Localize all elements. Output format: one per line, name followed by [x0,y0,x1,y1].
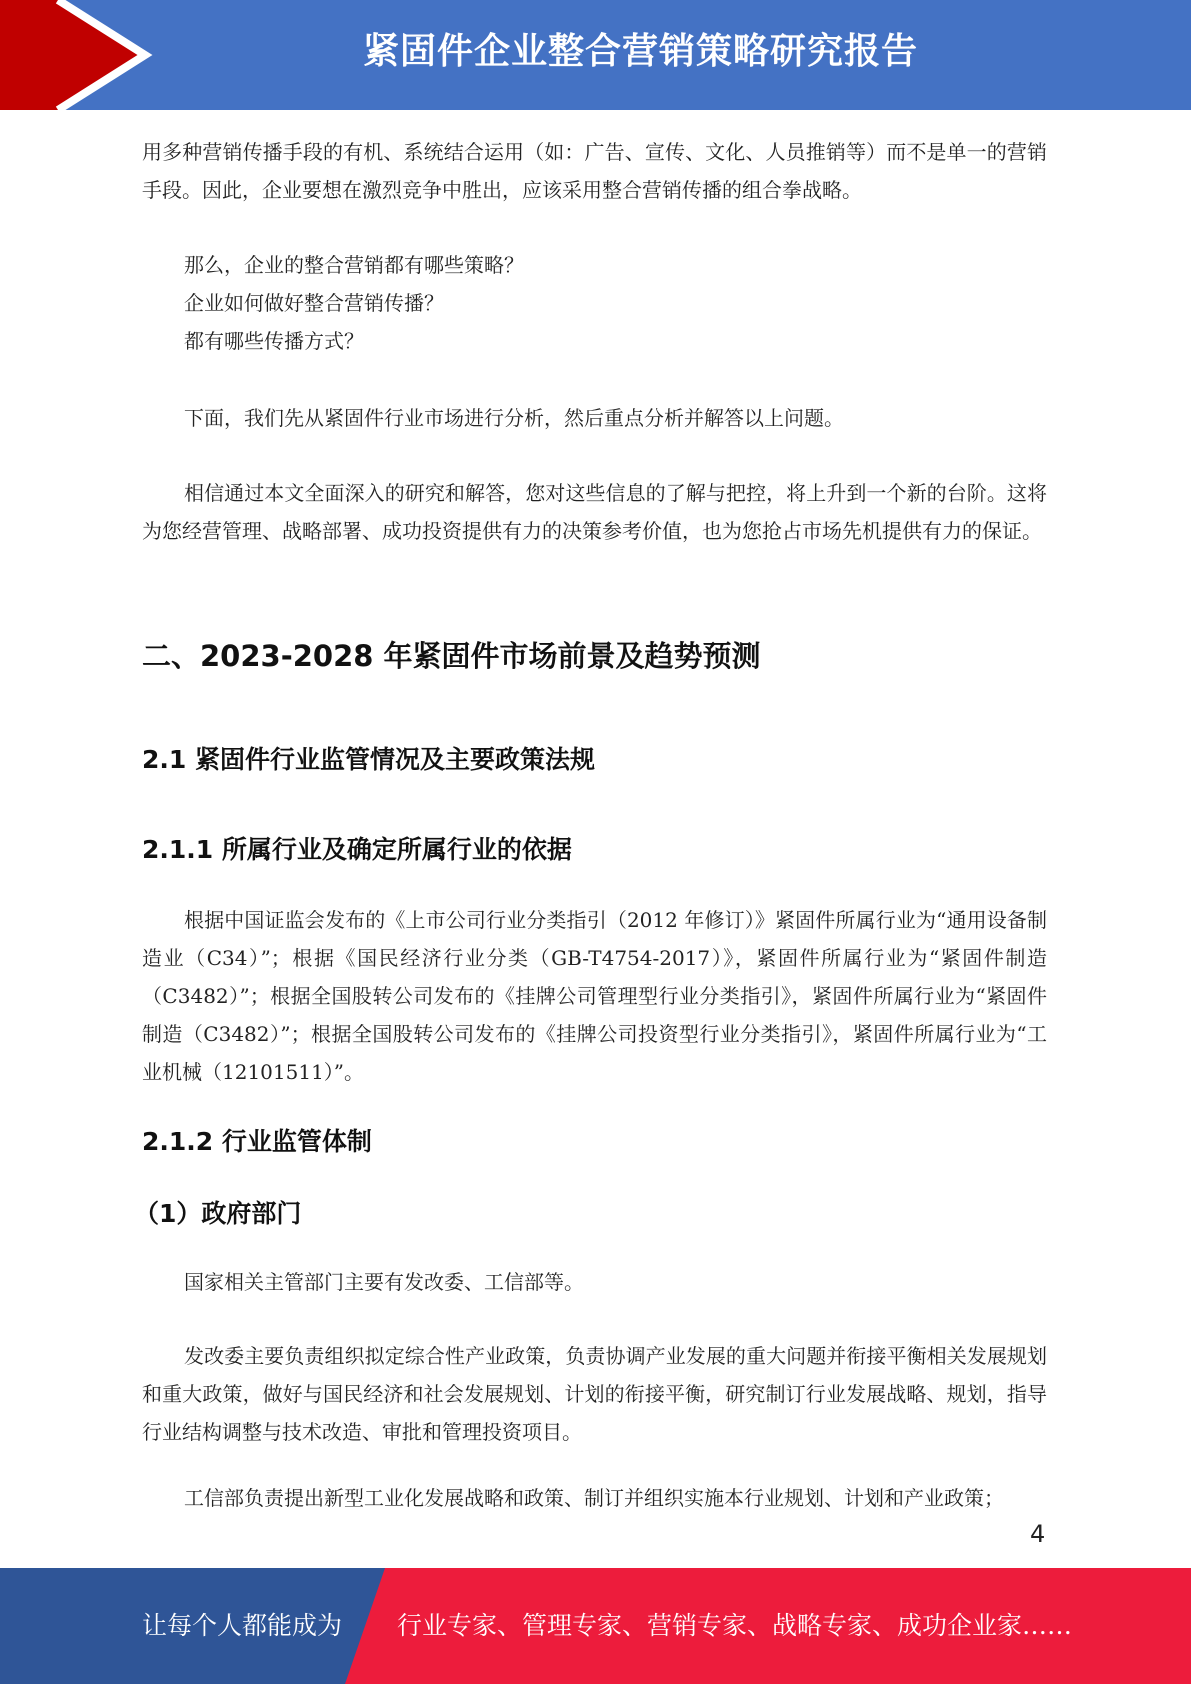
question-1: 那么，企业的整合营销都有哪些策略？ [184,253,524,277]
miit-paragraph: 工信部负责提出新型工业化发展战略和政策、制订并组织实施本行业规划、计划和产业政策； [184,1486,1004,1510]
ndrc-paragraph: 发改委主要负责组织拟定综合性产业政策，负责协调产业发展的重大问题并衔接平衡相关发展规划和重大政策，做好与国民经济和社会发展规划、计划的衔接平衡，研究制订行业发展战略、规划，指导行业结构调整与技术改造、审批和管理投资项目。 [142,1344,1047,1444]
belief-paragraph: 相信通过本文全面深入的研究和解答，您对这些信息的了解与把控，将上升到一个新的台阶。这将为您经营管理、战略部署、成功投资提供有力的决策参考价值，也为您抢占市场先机提供有力的保证。 [142,481,1047,543]
question-2: 企业如何做好整合营销传播？ [184,291,444,315]
section-2-1-1-heading: 2.1.1 所属行业及确定所属行业的依据 [142,835,572,864]
section-2-heading: 二、2023-2028 年紧固件市场前景及趋势预测 [142,639,761,673]
footer-slogan-right: 行业专家、管理专家、营销专家、战略专家、成功企业家…… [397,1611,1073,1640]
page-number: 4 [1030,1520,1046,1548]
report-title: 紧固件企业整合营销策略研究报告 [362,31,918,72]
question-3: 都有哪些传播方式？ [184,329,364,353]
government-paragraph: 国家相关主管部门主要有发改委、工信部等。 [184,1270,584,1294]
footer-slogan-left: 让每个人都能成为 [142,1611,343,1640]
page-footer [0,1568,1191,1684]
intro-paragraph: 用多种营销传播手段的有机、系统结合运用（如：广告、宣传、文化、人员推销等）而不是单一的营销手段。因此，企业要想在激烈竞争中胜出，应该采用整合营销传播的组合拳战略。 [142,140,1047,202]
industry-paragraph: 根据中国证监会发布的《上市公司行业分类指引（2012 年修订）》紧固件所属行业为“通用设备制造业（C34）”；根据《国民经济行业分类（GB-T4754-2017）》，紧固件所属行业为“紧固件制造（C3482）”；根据全国股转公司发布的《挂牌公司管理型行业分类指引》，紧固件所属行业为“紧固件制造（C3482）”；根据全国股转公司发布的《挂牌公司投资型行业分类指引》，紧固件所属行业为“工业机械（12101511）”。 [142,908,1047,1084]
section-2-1-2-heading: 2.1.2 行业监管体制 [142,1127,372,1156]
header-arrow-icon [0,0,160,110]
next-paragraph: 下面，我们先从紧固件行业市场进行分析，然后重点分析并解答以上问题。 [184,406,844,430]
subsection-1-heading: （1）政府部门 [134,1199,302,1228]
page-header [0,0,1191,110]
section-2-1-heading: 2.1 紧固件行业监管情况及主要政策法规 [142,745,595,774]
